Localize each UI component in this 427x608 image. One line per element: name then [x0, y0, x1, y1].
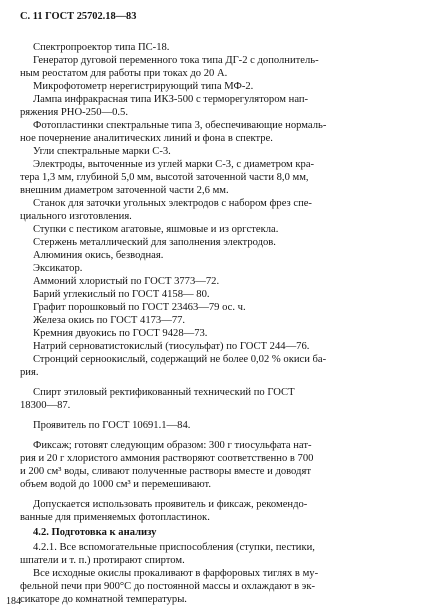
text-line: 18300—87. [20, 400, 71, 411]
text-line: Все исходные окислы прокаливают в фарфоровых тиглях в му- [33, 568, 319, 579]
text-line: Спектропроектор типа ПС-18. [33, 42, 170, 53]
text-line: Железа окись по ГОСТ 4173—77. [33, 315, 186, 326]
text-line: Лампа инфракрасная типа ИКЗ-500 с терморегулятором нап- [33, 94, 309, 105]
text-line: Спирт этиловый ректификованный технический по ГОСТ [33, 387, 295, 398]
running-header: С. 11 ГОСТ 25702.18—83 [20, 11, 137, 22]
text-line: Графит порошковый по ГОСТ 23463—79 ос. ч. [33, 302, 246, 313]
text-line: сикаторе до комнатной температуры. [20, 594, 187, 605]
text-line: рия и 20 г хлористого аммония растворяют соответственно в 700 [20, 453, 314, 464]
text-line: Угли спектральные марки С-3. [33, 146, 171, 157]
text-line: Барий углекислый по ГОСТ 4158— 80. [33, 289, 210, 300]
text-line: Фотопластинки спектральные типа 3, обеспечивающие нормаль- [33, 120, 327, 131]
section-heading: 4.2. Подготовка к анализу [33, 527, 157, 538]
text-line: шпатели и т. п.) протирают спиртом. [20, 555, 185, 566]
text-line: Проявитель по ГОСТ 10691.1—84. [33, 420, 191, 431]
text-line: и 200 см³ воды, сливают полученные растворы вместе и доводят [20, 466, 311, 477]
page-number: 184 [6, 596, 21, 607]
text-line: циального изготовления. [20, 211, 132, 222]
text-line: 4.2.1. Все вспомогательные приспособления (ступки, пестики, [33, 542, 315, 553]
text-line: ным реостатом для работы при токах до 20 А. [20, 68, 228, 79]
text-line: Фиксаж; готовят следующим образом: 300 г тиосульфата нат- [33, 440, 312, 451]
text-line: Станок для заточки угольных электродов с набором фрез спе- [33, 198, 312, 209]
text-line: Допускается использовать проявитель и фиксаж, рекомендо- [33, 499, 308, 510]
text-line: Электроды, выточенные из углей марки С-3, с диаметром кра- [33, 159, 315, 170]
text-line: Стронций серноокислый, содержащий не более 0,02 % окиси ба- [33, 354, 327, 365]
text-line: рия. [20, 367, 39, 378]
text-line: Ступки с пестиком агатовые, яшмовые и из оргстекла. [33, 224, 279, 235]
text-line: Кремния двуокись по ГОСТ 9428—73. [33, 328, 208, 339]
text-line: ряжения РНО-250—0.5. [20, 107, 129, 118]
text-line: Микрофотометр нерегистрирующий типа МФ-2. [33, 81, 254, 92]
text-line: ванные для применяемых фотопластинок. [20, 512, 210, 523]
text-line: тера 1,3 мм, глубиной 5,0 мм, высотой заточенной части 8,0 мм, [20, 172, 309, 183]
text-line: Стержень металлический для заполнения электродов. [33, 237, 276, 248]
text-line: Аммоний хлористый по ГОСТ 3773—72. [33, 276, 220, 287]
text-line: фельной печи при 900°С до постоянной массы и охлаждают в эк- [20, 581, 316, 592]
text-line: Алюминия окись, безводная. [33, 250, 164, 261]
text-line: Эксикатор. [33, 263, 83, 274]
text-line: объем водой до 1000 см³ и перемешивают. [20, 479, 212, 490]
text-line: Генератор дуговой переменного тока типа ДГ-2 с дополнитель- [33, 55, 319, 66]
text-line: ное почернение аналитических линий и фона в спектре. [20, 133, 273, 144]
text-line: Натрий серноватистокислый (тиосульфат) по ГОСТ 244—76. [33, 341, 310, 352]
text-line: внешним диаметром заточенной части 2,6 мм. [20, 185, 229, 196]
